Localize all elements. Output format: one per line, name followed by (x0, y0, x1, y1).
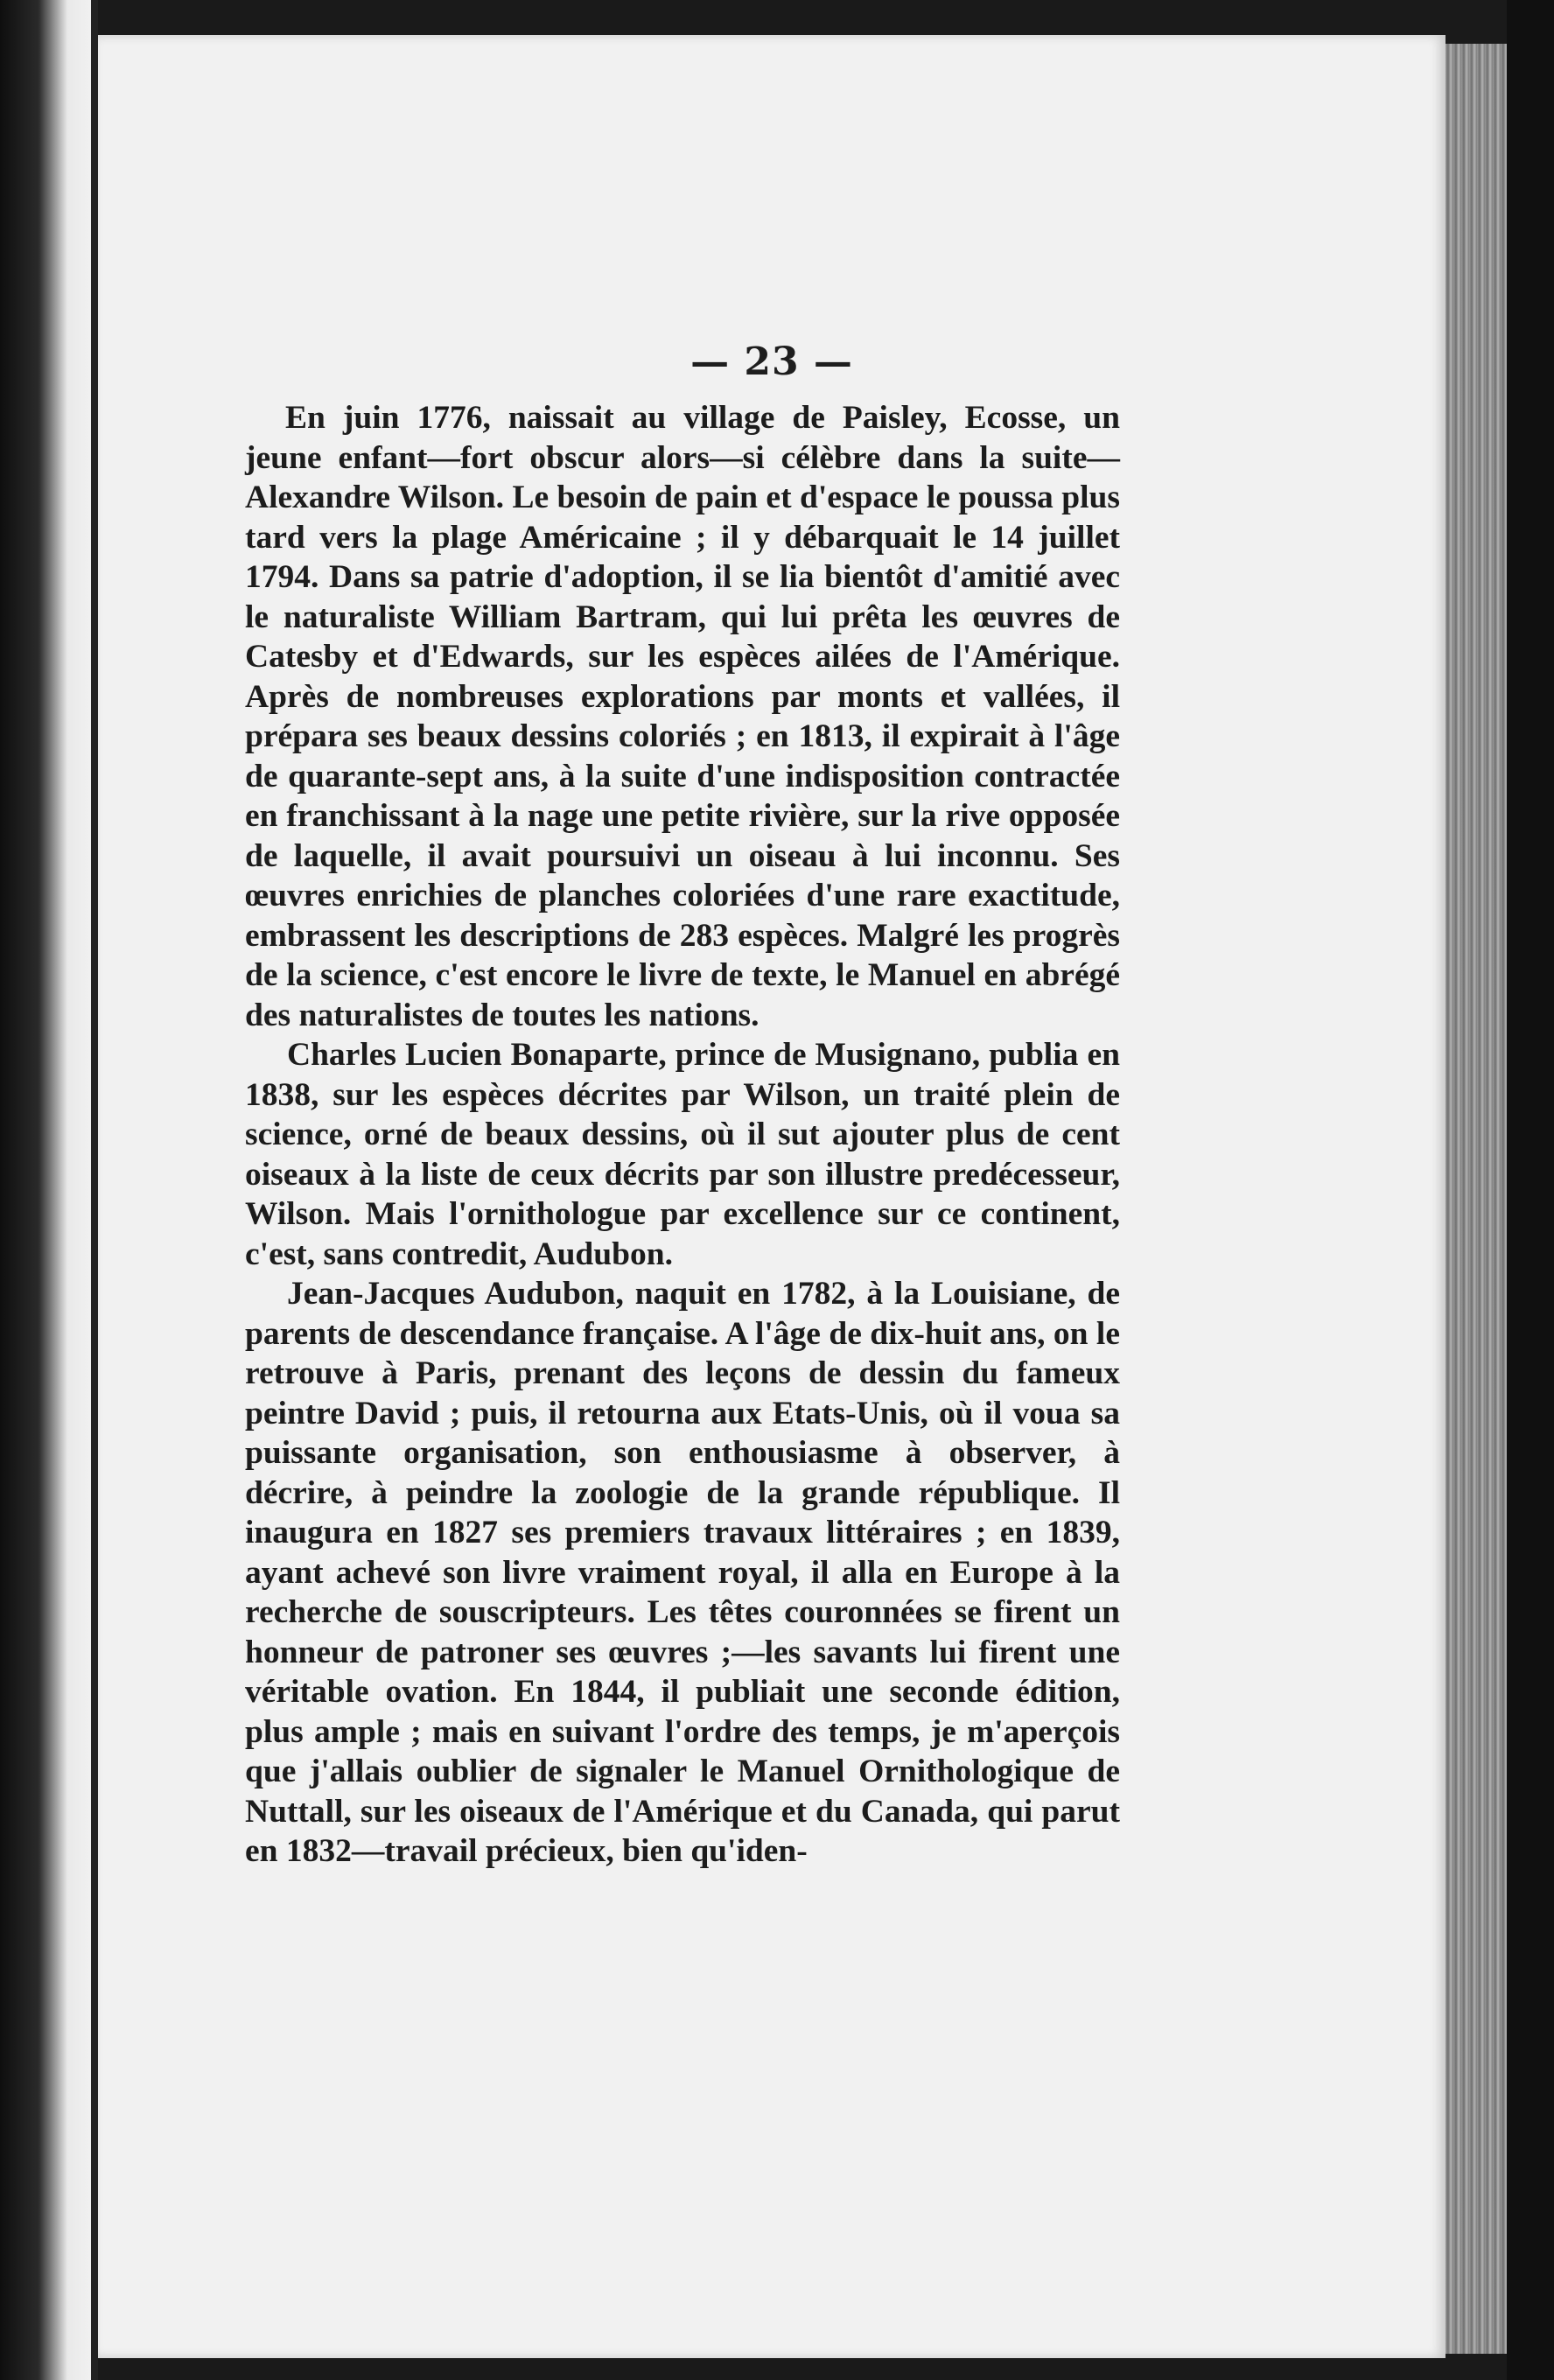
left-page-edge (0, 0, 96, 2380)
page-number: — 23 — (690, 340, 853, 384)
page-stack-edge (1446, 44, 1507, 2354)
gutter-shadow (91, 0, 98, 2380)
body-text (245, 398, 1120, 1872)
scan-background-right (1507, 0, 1554, 2380)
paragraph-audubon: Jean-Jacques Audubon, naquit en 1782, à la Louisiane, de parents de descendance française. A l'âge de dix-huit ans, on le retrouve à Paris, prenant des leçons de dessin du fameux peintre David ; puis, il retourna aux Etats-Unis, où il voua sa puissante organisation, son enthousiasme à observer, à décrire, à peindre la zoologie de la grande république. Il inaugura en 1827 ses premiers travaux littéraires ; en 1839, ayant achevé son livre vraiment royal, il alla en Europe à la recherche de souscripteurs. Les têtes couronnées se firent un honneur de patroner ses œuvres ;—les savants lui firent une véritable ovation. En 1844, il publiait une seconde édition, plus ample ; mais en suivant l'ordre des temps, je m'aperçois que j'allais oublier de signaler le Manuel Ornithologique de Nuttall, sur les oiseaux de l'Amérique et du Canada, qui parut en 1832—travail précieux, bien qu'iden- (245, 1276, 1120, 1869)
paragraph-bonaparte: Charles Lucien Bonaparte, prince de Musignano, publia en 1838, sur les espèces décrites par Wilson, un traité plein de science, orné de beaux dessins, où il sut ajouter plus de cent oiseaux à la liste de ceux décrits par son illustre predécesseur, Wilson. Mais l'ornithologue par excellence sur ce continent, c'est, sans contredit, Audubon. (245, 1037, 1120, 1272)
paragraph-wilson: En juin 1776, naissait au village de Paisley, Ecosse, un jeune enfant—fort obscur alors—si célèbre dans la suite—Alexandre Wilson. Le besoin de pain et d'espace le poussa plus tard vers la plage Américaine ; il y débarquait le 14 juillet 1794. Dans sa patrie d'adoption, il se lia bientôt d'amitié avec le naturaliste William Bartram, qui lui prêta les œuvres de Catesby et d'Edwards, sur les espèces ailées de l'Amérique. Après de nombreuses explorations par monts et vallées, il prépara ses beaux dessins coloriés ; en 1813, il expirait à l'âge de quarante-sept ans, à la suite d'une indisposition contractée en franchissant à la nage une petite rivière, sur la rive opposée de laquelle, il avait poursuivi un oiseau à lui inconnu. Ses œuvres enrichies de planches coloriées d'une rare exactitude, embrassent les descriptions de 283 espèces. Malgré les progrès de la science, c'est encore le livre de texte, le Manuel en abrégé des naturalistes de toutes les nations. (245, 400, 1120, 1033)
